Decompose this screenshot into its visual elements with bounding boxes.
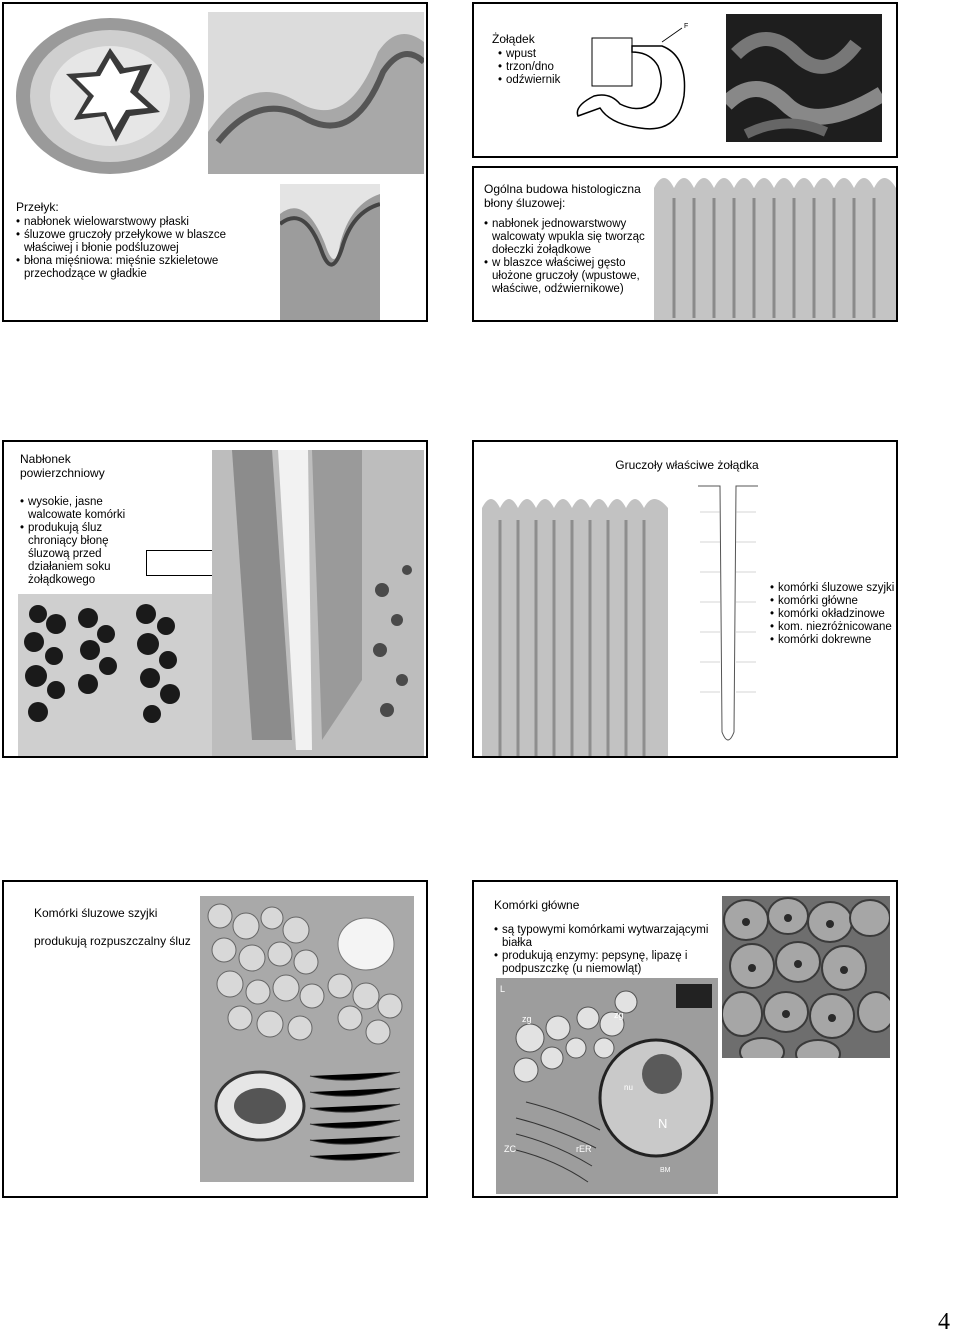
- slide7-bullet-list: [494, 924, 726, 976]
- slide4-bullet: • produkują śluz chroniący błonę śluzową przed działaniem soku żołądkowego: [20, 522, 145, 587]
- em-label: N: [658, 1116, 668, 1131]
- slide-esophagus: [2, 2, 428, 322]
- slide1-bullet-list: [16, 216, 266, 281]
- slide4-title: Nabłonek powierzchniowy: [20, 452, 105, 480]
- slide4-bullet-list: [20, 496, 145, 587]
- chief-cells-light-micrograph: [722, 896, 890, 1058]
- slide5-bullet: • kom. niezróżnicowane: [770, 621, 896, 634]
- em-label: zg: [522, 1014, 532, 1024]
- slide1-bullet: • nabłonek wielowarstwowy płaski: [16, 216, 266, 229]
- slide3-bullet: • nabłonek jednowarstwowy walcowaty wpukla się tworząc dołeczki żołądkowe: [484, 218, 659, 257]
- gastric-mucosa-micrograph: [654, 168, 896, 320]
- slide2-bullet: • wpust: [498, 48, 602, 61]
- slide6-subtitle: produkują rozpuszczalny śluz: [34, 934, 191, 948]
- em-label: BM: [660, 1167, 671, 1174]
- slide5-bullet-list: [770, 582, 896, 647]
- slide-gastric-glands: [472, 440, 898, 758]
- slide1-bullet: • śluzowe gruczoły przełykowe w blaszce właściwej i błonie podśluzowej: [16, 229, 266, 255]
- em-label: nu: [624, 1083, 633, 1092]
- stomach-label-f: F: [684, 23, 689, 30]
- slide6-title: Komórki śluzowe szyjki: [34, 906, 158, 920]
- slide7-title: Komórki główne: [494, 898, 580, 912]
- slide4-bullet: • wysokie, jasne walcowate komórki: [20, 496, 145, 522]
- em-label: zg: [614, 1010, 624, 1020]
- slide5-bullet: • komórki śluzowe szyjki: [770, 582, 896, 595]
- empty-label-box: [146, 550, 214, 576]
- slide7-bullet: • są typowymi komórkami wytwarzającymi białka: [494, 924, 726, 950]
- stomach-diagram: [570, 16, 702, 146]
- em-label: L: [500, 984, 506, 994]
- slide2-title: Żołądek: [492, 32, 535, 46]
- slide-neck-mucous-cells: [2, 880, 428, 1198]
- esophagus-epithelium-image: [280, 184, 380, 320]
- slide-stomach: [472, 2, 898, 158]
- slide5-title: Gruczoły właściwe żołądka: [615, 458, 759, 472]
- slide-surface-epithelium: [2, 440, 428, 758]
- em-label: ZC: [504, 1144, 516, 1154]
- slide7-bullet: • produkują enzymy: pepsynę, lipazę i podpuszczkę (u niemowląt): [494, 950, 726, 976]
- chief-cell-em-image: [496, 978, 718, 1194]
- slide3-bullet: • w blaszce właściwej gęsto ułożone gruczoły (wpustowe, właściwe, odźwiernikowe): [484, 257, 659, 296]
- slide-chief-cells: [472, 880, 898, 1198]
- slide5-bullet: • komórki dokrewne: [770, 634, 896, 647]
- gastric-gland-diagram: [688, 482, 768, 756]
- stomach-surface-sem-image: [726, 14, 882, 142]
- surface-epithelium-micrograph: [212, 450, 424, 756]
- slide3-bullet-list: [484, 218, 659, 296]
- slide-mucosa-structure: [472, 166, 898, 322]
- slide3-title: Ogólna budowa histologiczna błony śluzowej:: [484, 182, 641, 210]
- page-number: 4: [938, 1309, 950, 1335]
- slide5-bullet: • komórki główne: [770, 595, 896, 608]
- slide2-bullet: • odźwiernik: [498, 74, 602, 87]
- neck-mucous-cells-em-image: [200, 896, 414, 1182]
- slide1-title: Przełyk:: [16, 200, 59, 214]
- esophagus-wall-image: [208, 12, 424, 174]
- esophagus-cross-section-image: [12, 8, 204, 176]
- slide1-bullet: • błona mięśniowa: mięśnie szkieletowe przechodzące w gładkie: [16, 255, 266, 281]
- slide5-bullet: • komórki okładzinowe: [770, 608, 896, 621]
- em-label: rER: [576, 1144, 592, 1154]
- slide2-bullet: • trzon/dno: [498, 61, 602, 74]
- gastric-glands-micrograph: [482, 490, 668, 756]
- mucous-granules-image: [18, 594, 212, 756]
